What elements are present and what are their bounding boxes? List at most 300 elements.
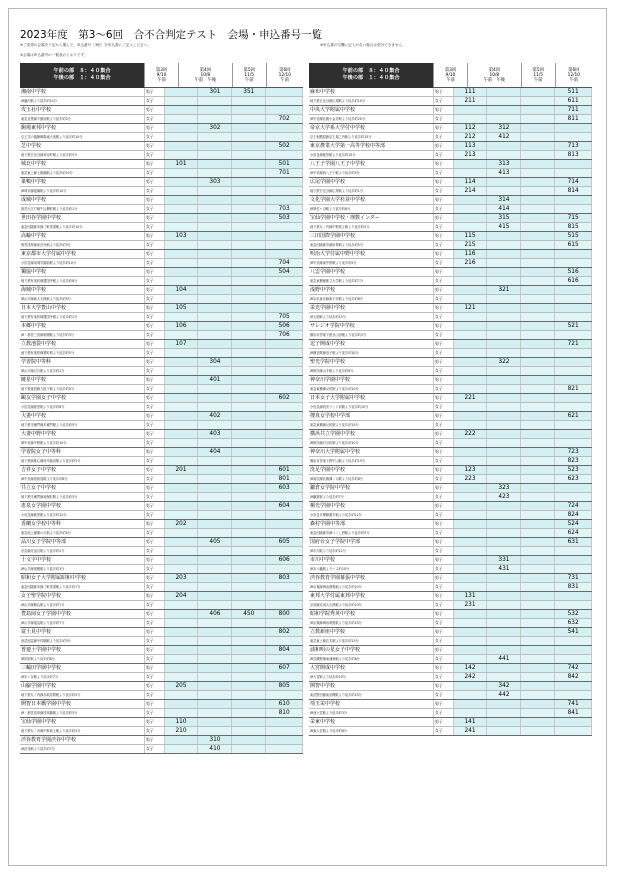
school-access: 地下鉄有楽町線護国寺駅より徒歩約8分 bbox=[20, 277, 144, 286]
gender-label: 女子 bbox=[144, 133, 164, 142]
application-number bbox=[266, 385, 303, 394]
school-name: 日本大学豊山中学校 bbox=[20, 304, 144, 313]
gender-label: 男子 bbox=[144, 574, 164, 583]
school-access: 東急東横線反町駅より徒歩約15分 bbox=[309, 421, 433, 430]
application-number: 203 bbox=[164, 574, 198, 583]
gender-label: 男子 bbox=[433, 700, 453, 709]
application-number bbox=[164, 601, 198, 610]
application-number: 103 bbox=[164, 232, 198, 241]
school-row bbox=[20, 682, 303, 691]
school-row-sub bbox=[309, 295, 592, 304]
gender-label: 女子 bbox=[433, 421, 453, 430]
school-access: JR山手線駒込駅より徒歩約7分 bbox=[20, 601, 144, 610]
gender-label: 男子 bbox=[144, 448, 164, 457]
application-number bbox=[487, 475, 521, 484]
application-number bbox=[555, 349, 592, 358]
gender-label: 女子 bbox=[433, 637, 453, 646]
application-number bbox=[487, 727, 521, 736]
application-number: 216 bbox=[453, 259, 487, 268]
application-number bbox=[198, 565, 232, 574]
school-row-sub bbox=[20, 475, 303, 484]
school-access: 地下鉄日比谷線広尾駅より徒歩約1分 bbox=[309, 187, 433, 196]
gender-label: 女子 bbox=[433, 403, 453, 412]
school-access: JR中央線西八王子駅より徒歩約5分 bbox=[309, 169, 433, 178]
school-row bbox=[309, 358, 592, 367]
application-number bbox=[521, 259, 555, 268]
application-number: 814 bbox=[555, 187, 592, 196]
school-access: 京急線北品川駅より徒歩約2分 bbox=[20, 547, 144, 556]
application-number bbox=[453, 340, 487, 349]
school-name: 海城中学校 bbox=[20, 286, 144, 295]
school-name: 吉祥女子中学校 bbox=[20, 466, 144, 475]
application-number bbox=[521, 88, 555, 97]
school-access: JR山手線新大久保駅より徒歩約5分 bbox=[20, 295, 144, 304]
application-number bbox=[198, 142, 232, 151]
application-number: 113 bbox=[453, 142, 487, 151]
application-number bbox=[521, 124, 555, 133]
school-row bbox=[20, 268, 303, 277]
application-number bbox=[232, 475, 266, 484]
application-number bbox=[232, 97, 266, 106]
application-number: 741 bbox=[555, 700, 592, 709]
school-access: 東急田園都市線用賀駅より徒歩約5分 bbox=[309, 241, 433, 250]
application-number: 804 bbox=[266, 646, 303, 655]
school-access: 東急田園都市線三軒茶屋駅より徒歩約10分 bbox=[20, 223, 144, 232]
application-number: 711 bbox=[555, 106, 592, 115]
application-number bbox=[521, 529, 555, 538]
gender-label: 男子 bbox=[144, 232, 164, 241]
school-access: 地下鉄東西線九段下駅より徒歩約5分 bbox=[20, 385, 144, 394]
application-number bbox=[555, 367, 592, 376]
school-name: 攻玉社中学校 bbox=[20, 106, 144, 115]
application-number bbox=[198, 529, 232, 538]
application-number bbox=[198, 547, 232, 556]
application-number bbox=[198, 232, 232, 241]
application-number: 114 bbox=[453, 178, 487, 187]
application-number bbox=[164, 385, 198, 394]
school-name: 大妻中野中学校 bbox=[20, 430, 144, 439]
application-number: 215 bbox=[453, 241, 487, 250]
application-number bbox=[453, 214, 487, 223]
gender-label: 女子 bbox=[433, 241, 453, 250]
application-number bbox=[266, 601, 303, 610]
application-number bbox=[164, 457, 198, 466]
application-number bbox=[521, 97, 555, 106]
school-name: 逗子開成中学校 bbox=[309, 340, 433, 349]
application-number bbox=[521, 457, 555, 466]
school-name: 埼玉栄中学校 bbox=[309, 700, 433, 709]
school-name: 女子聖学院中学校 bbox=[20, 592, 144, 601]
application-number: 415 bbox=[487, 223, 521, 232]
application-number bbox=[453, 376, 487, 385]
application-number bbox=[266, 403, 303, 412]
school-row-sub bbox=[309, 187, 592, 196]
application-number bbox=[266, 133, 303, 142]
application-number bbox=[198, 133, 232, 142]
gender-label: 女子 bbox=[144, 403, 164, 412]
application-number bbox=[555, 493, 592, 502]
gender-label: 女子 bbox=[433, 115, 453, 124]
school-row-sub bbox=[20, 745, 303, 754]
application-number bbox=[521, 169, 555, 178]
application-number: 231 bbox=[453, 601, 487, 610]
application-number bbox=[521, 322, 555, 331]
school-row bbox=[20, 250, 303, 259]
application-number bbox=[198, 502, 232, 511]
application-number: 801 bbox=[266, 475, 303, 484]
gender-label: 男子 bbox=[433, 196, 453, 205]
school-name: 帝京大学系大学付中学校 bbox=[309, 124, 433, 133]
gender-label: 女子 bbox=[144, 511, 164, 520]
school-row bbox=[20, 448, 303, 457]
application-number bbox=[232, 727, 266, 736]
application-number bbox=[487, 628, 521, 637]
application-number bbox=[198, 169, 232, 178]
application-number: 723 bbox=[555, 448, 592, 457]
application-number: 351 bbox=[232, 88, 266, 97]
school-access: 地下鉄半蔵門線神保町駅より徒歩約3分 bbox=[20, 493, 144, 502]
school-name: 大宮開成中学校 bbox=[309, 664, 433, 673]
application-number bbox=[453, 313, 487, 322]
application-number: 501 bbox=[266, 160, 303, 169]
application-number bbox=[521, 619, 555, 628]
school-row bbox=[309, 664, 592, 673]
application-number: 841 bbox=[555, 709, 592, 718]
application-number bbox=[164, 295, 198, 304]
application-number bbox=[164, 619, 198, 628]
application-number bbox=[521, 268, 555, 277]
application-number bbox=[555, 313, 592, 322]
application-number bbox=[487, 259, 521, 268]
gender-label: 男子 bbox=[144, 466, 164, 475]
application-number bbox=[164, 259, 198, 268]
application-number bbox=[487, 142, 521, 151]
gender-label: 男子 bbox=[433, 520, 453, 529]
application-number bbox=[453, 358, 487, 367]
school-row bbox=[309, 250, 592, 259]
application-number bbox=[453, 169, 487, 178]
application-number bbox=[453, 412, 487, 421]
round-slot: 午前 bbox=[244, 77, 254, 83]
gender-label: 男子 bbox=[144, 340, 164, 349]
application-number bbox=[198, 403, 232, 412]
school-row-sub bbox=[309, 97, 592, 106]
application-number bbox=[164, 376, 198, 385]
school-access: 小田急線読売ランド前駅より徒歩約10分 bbox=[309, 403, 433, 412]
application-number bbox=[198, 520, 232, 529]
application-number bbox=[555, 376, 592, 385]
school-row bbox=[309, 142, 592, 151]
round-date: 9/10 bbox=[156, 72, 167, 78]
round-header-5 bbox=[521, 63, 555, 88]
application-number bbox=[198, 340, 232, 349]
application-number bbox=[453, 448, 487, 457]
school-access: 横浜市営地下鉄中山駅より徒歩約15分 bbox=[309, 457, 433, 466]
round-date: 12/10 bbox=[567, 72, 581, 78]
application-number bbox=[164, 538, 198, 547]
gender-label: 女子 bbox=[433, 655, 453, 664]
application-number bbox=[164, 367, 198, 376]
school-row-sub bbox=[309, 169, 592, 178]
application-number bbox=[198, 439, 232, 448]
school-row-sub bbox=[20, 619, 303, 628]
school-name: 聖光学院中学校 bbox=[309, 358, 433, 367]
note-line-1: ※ご希望の会場を下記から選んで、申込番号（3桁）を申込書にご記入ください。 bbox=[20, 43, 152, 47]
application-number bbox=[198, 619, 232, 628]
gender-label: 女子 bbox=[144, 313, 164, 322]
application-number bbox=[266, 349, 303, 358]
application-number bbox=[487, 610, 521, 619]
application-number bbox=[232, 259, 266, 268]
page-title: 2023年度 第3～6回 合不合判定テスト 会場・申込番号一覧 bbox=[20, 29, 323, 41]
school-row bbox=[309, 610, 592, 619]
school-name: 立教新座中学校 bbox=[309, 628, 433, 637]
application-number bbox=[164, 412, 198, 421]
school-row bbox=[20, 286, 303, 295]
application-number: 413 bbox=[487, 169, 521, 178]
gender-label: 男子 bbox=[144, 88, 164, 97]
school-name: 巣鴨中学校 bbox=[20, 178, 144, 187]
gender-label: 女子 bbox=[433, 529, 453, 538]
application-number bbox=[266, 295, 303, 304]
gender-label: 女子 bbox=[144, 331, 164, 340]
application-number bbox=[521, 295, 555, 304]
application-number bbox=[266, 286, 303, 295]
application-number bbox=[232, 709, 266, 718]
gender-label: 男子 bbox=[144, 304, 164, 313]
application-number bbox=[198, 394, 232, 403]
application-number bbox=[487, 718, 521, 727]
application-number: 810 bbox=[266, 709, 303, 718]
application-number bbox=[266, 430, 303, 439]
school-row-sub bbox=[20, 115, 303, 124]
application-number: 323 bbox=[487, 484, 521, 493]
gender-label: 男子 bbox=[144, 322, 164, 331]
gender-label: 女子 bbox=[433, 727, 453, 736]
application-number bbox=[164, 421, 198, 430]
application-number bbox=[198, 106, 232, 115]
gender-label: 女子 bbox=[144, 601, 164, 610]
school-row bbox=[309, 124, 592, 133]
morning-time-label: 午前の部 ８：４０集合 bbox=[53, 68, 111, 75]
application-number bbox=[232, 223, 266, 232]
school-row bbox=[20, 322, 303, 331]
gender-label: 女子 bbox=[433, 277, 453, 286]
school-name: 八雲学園中学校 bbox=[309, 268, 433, 277]
application-number bbox=[232, 430, 266, 439]
application-number bbox=[555, 547, 592, 556]
round-header-6 bbox=[555, 63, 592, 88]
gender-label: 男子 bbox=[433, 628, 453, 637]
application-number bbox=[232, 439, 266, 448]
school-row-sub bbox=[20, 385, 303, 394]
school-row-sub bbox=[20, 709, 303, 718]
application-number bbox=[232, 529, 266, 538]
gender-label: 男子 bbox=[433, 646, 453, 655]
application-number: 602 bbox=[266, 394, 303, 403]
application-number bbox=[487, 709, 521, 718]
school-row bbox=[309, 538, 592, 547]
application-number bbox=[164, 313, 198, 322]
application-number bbox=[266, 565, 303, 574]
gender-label: 男子 bbox=[433, 394, 453, 403]
school-row-sub bbox=[309, 475, 592, 484]
school-row bbox=[309, 592, 592, 601]
application-number bbox=[232, 637, 266, 646]
application-number bbox=[521, 637, 555, 646]
school-row-sub bbox=[20, 259, 303, 268]
application-number bbox=[521, 520, 555, 529]
application-number bbox=[232, 412, 266, 421]
school-name: 湘南中学校 bbox=[20, 88, 144, 97]
school-row-sub bbox=[309, 241, 592, 250]
application-number: 423 bbox=[487, 493, 521, 502]
school-row-sub bbox=[20, 565, 303, 574]
application-number: 621 bbox=[555, 412, 592, 421]
application-number bbox=[198, 673, 232, 682]
application-number bbox=[198, 115, 232, 124]
gender-label: 女子 bbox=[433, 151, 453, 160]
application-number bbox=[164, 331, 198, 340]
gender-label: 男子 bbox=[144, 736, 164, 745]
application-number bbox=[164, 565, 198, 574]
school-name: 高輪中学校 bbox=[20, 232, 144, 241]
school-row-sub bbox=[309, 619, 592, 628]
school-row-sub bbox=[20, 331, 303, 340]
application-number bbox=[521, 727, 555, 736]
school-name: 豊島岡女子学園中学校 bbox=[20, 610, 144, 619]
application-number: 616 bbox=[555, 277, 592, 286]
gender-label: 女子 bbox=[144, 367, 164, 376]
school-access: 京王相模原線京王堀之内駅より徒歩約15分 bbox=[309, 133, 433, 142]
application-number bbox=[164, 106, 198, 115]
application-number: 202 bbox=[164, 520, 198, 529]
application-number bbox=[521, 241, 555, 250]
gender-label: 男子 bbox=[144, 124, 164, 133]
application-number bbox=[266, 340, 303, 349]
application-number bbox=[232, 466, 266, 475]
application-number: 450 bbox=[232, 610, 266, 619]
school-name: 洗足学園中学校 bbox=[309, 466, 433, 475]
gender-label: 男子 bbox=[144, 628, 164, 637]
application-number bbox=[164, 205, 198, 214]
application-number bbox=[266, 547, 303, 556]
round-slot: 午前 bbox=[280, 77, 290, 83]
application-number bbox=[198, 583, 232, 592]
school-row-sub bbox=[20, 529, 303, 538]
school-access: JR京葉線海浜幕張駅より徒歩約10分 bbox=[309, 583, 433, 592]
school-name: サレジオ学院中学校 bbox=[309, 322, 433, 331]
application-number bbox=[521, 682, 555, 691]
application-number bbox=[266, 457, 303, 466]
application-number bbox=[487, 115, 521, 124]
round-slot: 午前 午後 bbox=[194, 77, 217, 83]
application-number bbox=[453, 529, 487, 538]
application-number bbox=[521, 538, 555, 547]
school-access: 都営大江戸線牛込柳町駅より徒歩約1分 bbox=[20, 205, 144, 214]
application-number bbox=[487, 583, 521, 592]
gender-label: 男子 bbox=[144, 556, 164, 565]
round-date: 12/10 bbox=[278, 72, 292, 78]
application-number bbox=[453, 403, 487, 412]
application-number: 104 bbox=[164, 286, 198, 295]
gender-label: 女子 bbox=[144, 277, 164, 286]
application-number: 213 bbox=[453, 151, 487, 160]
school-name: 浦和明の星女子中学校 bbox=[309, 646, 433, 655]
school-access: 東武東上線上板橋駅より徒歩約10分 bbox=[20, 169, 144, 178]
application-number: 110 bbox=[164, 718, 198, 727]
gender-label: 男子 bbox=[433, 178, 453, 187]
school-row bbox=[20, 412, 303, 421]
application-number: 111 bbox=[453, 88, 487, 97]
application-number: 321 bbox=[487, 286, 521, 295]
application-number: 405 bbox=[198, 538, 232, 547]
school-row bbox=[309, 160, 592, 169]
application-number bbox=[232, 214, 266, 223]
gender-label: 男子 bbox=[433, 142, 453, 151]
round-date: 10/8 bbox=[200, 72, 211, 78]
school-access: JR市ヶ谷駅より徒歩約7分 bbox=[20, 673, 144, 682]
application-number bbox=[521, 448, 555, 457]
application-number bbox=[521, 709, 555, 718]
application-number bbox=[487, 448, 521, 457]
school-row-sub bbox=[20, 277, 303, 286]
application-number bbox=[164, 115, 198, 124]
application-number bbox=[198, 349, 232, 358]
school-row bbox=[20, 430, 303, 439]
school-access: 横浜市営地下鉄北山田駅より徒歩約5分 bbox=[309, 331, 433, 340]
application-number: 706 bbox=[266, 331, 303, 340]
application-number: 210 bbox=[164, 727, 198, 736]
application-number: 205 bbox=[164, 682, 198, 691]
application-number: 303 bbox=[198, 178, 232, 187]
school-access: JR山手線巣鴨駅より徒歩約3分 bbox=[20, 565, 144, 574]
application-number bbox=[266, 187, 303, 196]
application-number bbox=[555, 403, 592, 412]
school-access: 東急東横線都立大学駅より徒歩約7分 bbox=[309, 277, 433, 286]
gender-label: 男子 bbox=[433, 664, 453, 673]
application-number bbox=[453, 421, 487, 430]
gender-label: 女子 bbox=[144, 619, 164, 628]
application-number bbox=[164, 241, 198, 250]
application-number: 702 bbox=[266, 115, 303, 124]
gender-label: 女子 bbox=[144, 691, 164, 700]
application-number bbox=[198, 727, 232, 736]
school-access: JR阿佐ヶ谷駅より徒歩約8分 bbox=[309, 205, 433, 214]
school-access: JR中央線西荻窪駅より徒歩約8分 bbox=[20, 475, 144, 484]
application-number bbox=[232, 331, 266, 340]
school-row-sub bbox=[309, 565, 592, 574]
school-access: 西武池袋線中村橋駅より徒歩約3分 bbox=[20, 637, 144, 646]
application-number bbox=[487, 367, 521, 376]
gender-label: 男子 bbox=[144, 268, 164, 277]
application-number bbox=[521, 205, 555, 214]
application-number bbox=[198, 97, 232, 106]
left-panel-header bbox=[20, 63, 303, 88]
application-number bbox=[453, 565, 487, 574]
gender-label: 男子 bbox=[144, 610, 164, 619]
school-access: JR市川駅より徒歩約12分 bbox=[309, 547, 433, 556]
application-number: 211 bbox=[453, 97, 487, 106]
application-number: 504 bbox=[266, 268, 303, 277]
school-access: 東急田園都市線三軒茶屋駅より徒歩約7分 bbox=[20, 583, 144, 592]
school-name: 渋谷教育学園渋谷中学校 bbox=[20, 736, 144, 745]
school-access: 小田急線成城学園前駅より徒歩約10分 bbox=[20, 259, 144, 268]
application-number bbox=[453, 637, 487, 646]
gender-label: 男子 bbox=[144, 106, 164, 115]
gender-label: 女子 bbox=[144, 475, 164, 484]
application-number: 713 bbox=[555, 142, 592, 151]
